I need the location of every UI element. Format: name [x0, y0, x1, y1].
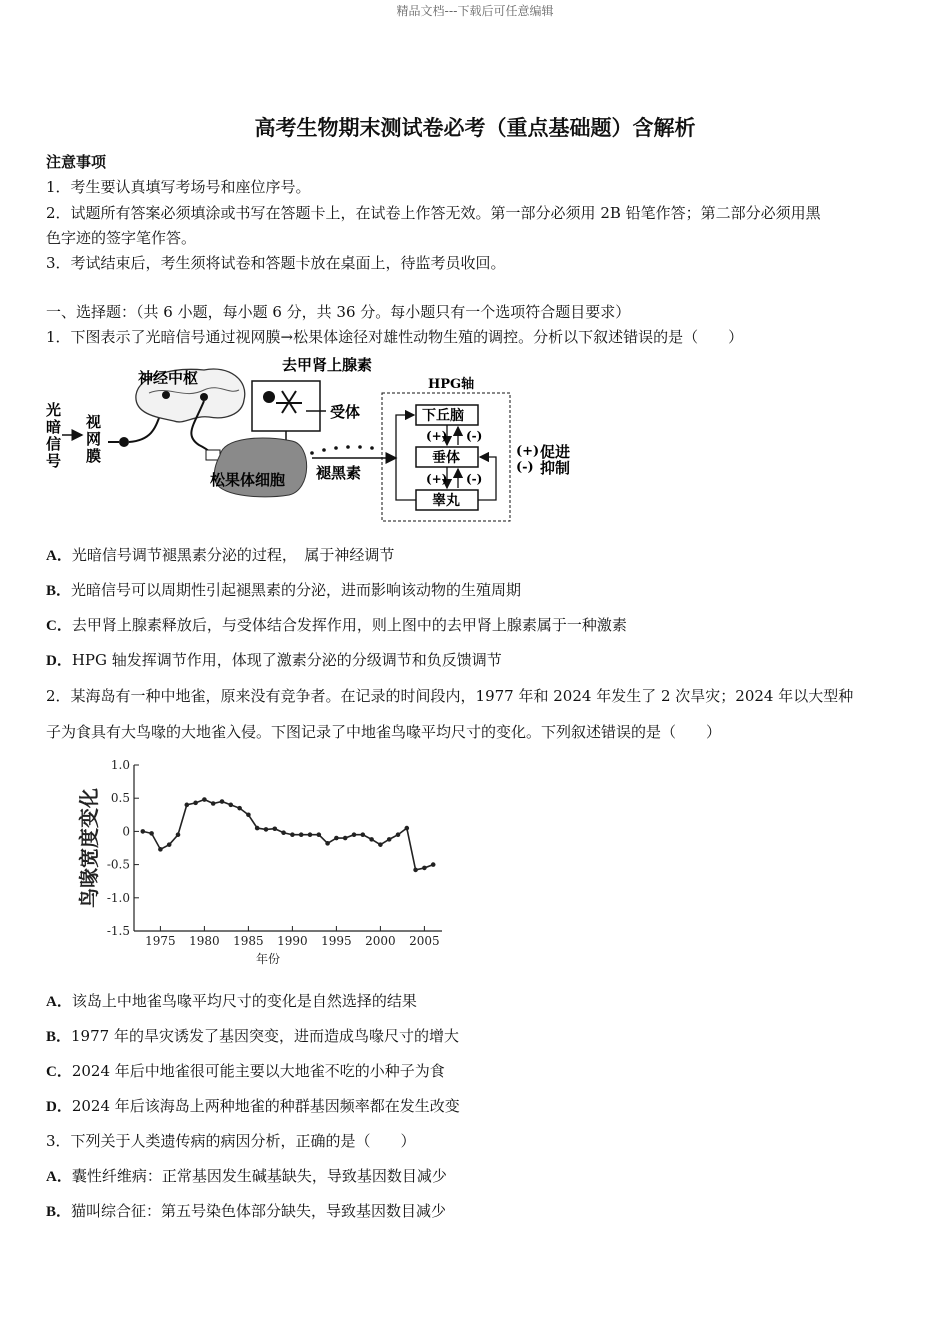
svg-text:(-): (-): [466, 429, 483, 443]
notice-item: 2．试题所有答案必须填涂或书写在答题卡上，在试卷上作答无效。第一部分必须用 2B 铅笔作答；第二部分必须用黑: [46, 204, 821, 222]
q1-option-c: C．去甲肾上腺素释放后，与受体结合发挥作用，则上图中的去甲肾上腺素属于一种激素: [46, 616, 627, 634]
x-tick-label: 1980: [189, 934, 220, 948]
beak-width-chart: [70, 755, 450, 970]
data-point: [273, 826, 278, 831]
data-point: [334, 836, 339, 841]
q1-option-d: D．HPG 轴发挥调节作用，体现了激素分泌的分级调节和负反馈调节: [46, 651, 502, 669]
data-point: [343, 836, 348, 841]
y-tick-label: -1.5: [106, 924, 130, 938]
page-title: 高考生物期末测试卷必考（重点基础题）含解析: [254, 116, 696, 140]
data-point: [193, 801, 198, 806]
data-point: [352, 832, 357, 837]
light-signal-label: 光: [46, 401, 62, 419]
x-tick-label: 2005: [409, 934, 440, 948]
light-signal-label: 暗: [46, 418, 62, 436]
header-note: 精品文档---下载后可任意编辑: [396, 4, 554, 18]
svg-text:(+): (+): [516, 444, 540, 459]
data-point: [361, 832, 366, 837]
data-point: [246, 813, 251, 818]
notice-item: 3．考试结束后，考生须将试卷和答题卡放在桌面上，待监考员收回。: [46, 254, 506, 272]
data-point: [378, 842, 383, 847]
q3-option-b: B．猫叫综合征：第五号染色体部分缺失，导致基因数目减少: [46, 1202, 447, 1220]
x-tick-label: 2000: [365, 934, 396, 948]
svg-text:(-): (-): [516, 460, 534, 475]
data-point: [141, 829, 146, 834]
data-point: [290, 832, 295, 837]
retina-cell-icon: [119, 437, 129, 447]
x-tick-label: 1975: [145, 934, 176, 948]
data-point: [299, 832, 304, 837]
data-point: [396, 832, 401, 837]
data-point: [281, 830, 286, 835]
light-signal-label: 信: [46, 435, 62, 453]
data-point: [369, 837, 374, 842]
y-tick-label: 1.0: [110, 758, 130, 772]
legend-promote: 促进: [540, 443, 571, 461]
q1-option-a: A．光暗信号调节褪黑素分泌的过程， 属于神经调节: [46, 546, 395, 564]
y-tick-label: -0.5: [106, 857, 130, 872]
data-point: [405, 826, 410, 831]
y-axis-label: 鸟喙宽度变化: [77, 788, 101, 908]
notice-item: 1．考生要认真填写考场号和座位序号。: [46, 178, 311, 196]
hypothalamus-label: 下丘脑: [422, 408, 464, 424]
data-point: [158, 847, 163, 852]
svg-text:(-): (-): [466, 472, 483, 486]
svg-text:(+): (+): [426, 429, 448, 443]
nerve-center-label: 神经中枢: [138, 369, 199, 387]
retina-label: 网: [86, 430, 102, 448]
x-tick-label: 1995: [321, 934, 352, 948]
y-tick-label: 0: [122, 824, 130, 839]
data-point: [176, 832, 181, 837]
q3-option-a: A．囊性纤维病：正常基因发生碱基缺失，导致基因数目减少: [46, 1167, 447, 1185]
data-point: [220, 799, 225, 804]
notice-heading: 注意事项: [46, 153, 107, 171]
retina-label: 膜: [86, 447, 102, 465]
data-point: [229, 803, 234, 808]
melatonin-label: 褪黑素: [316, 464, 362, 482]
data-point: [422, 866, 427, 871]
svg-text:(+): (+): [426, 472, 448, 486]
data-point: [237, 806, 242, 811]
data-point: [308, 832, 313, 837]
data-point: [185, 803, 190, 808]
data-point: [431, 862, 436, 867]
y-tick-label: -1.0: [106, 890, 130, 905]
x-tick-label: 1985: [233, 934, 264, 948]
question-3-stem: 3．下列关于人类遗传病的病因分析，正确的是（ ）: [46, 1132, 416, 1150]
data-point: [202, 797, 207, 802]
data-point: [149, 831, 154, 836]
data-point: [413, 868, 418, 873]
notice-item: 色字迹的签字笔作答。: [46, 229, 197, 247]
question-2-stem: 子为食具有大鸟喙的大地雀入侵。下图记录了中地雀鸟喙平均尺寸的变化。下列叙述错误的是（ ）: [46, 723, 722, 741]
q2-option-c: C．2024 年后中地雀很可能主要以大地雀不吃的小种子为食: [46, 1062, 445, 1080]
data-point: [317, 832, 322, 837]
testis-label: 睾丸: [432, 493, 460, 509]
light-signal-label: 号: [46, 452, 62, 470]
y-tick-label: 0.5: [110, 791, 130, 806]
receptor-label: 受体: [330, 403, 361, 421]
data-point: [255, 826, 260, 831]
question-1-stem: 1．下图表示了光暗信号通过视网膜→松果体途径对雄性动物生殖的调控。分析以下叙述错误的是（ ）: [46, 328, 744, 346]
data-point: [167, 842, 172, 847]
pituitary-label: 垂体: [432, 450, 460, 466]
pineal-cell-label: 松果体细胞: [210, 471, 286, 489]
data-point: [387, 837, 392, 842]
norepinephrine-label: 去甲肾上腺素: [282, 356, 373, 374]
x-axis-label: 年份: [255, 952, 281, 966]
data-point: [211, 801, 216, 806]
q2-option-a: A．该岛上中地雀鸟喙平均尺寸的变化是自然选择的结果: [46, 992, 417, 1010]
section-heading: 一、选择题：（共 6 小题，每小题 6 分，共 36 分。每小题只有一个选项符合题目要求）: [46, 303, 631, 321]
retina-label: 视: [86, 413, 102, 431]
data-point: [264, 827, 269, 832]
data-point: [325, 841, 330, 846]
q2-option-b: B．1977 年的旱灾诱发了基因突变，进而造成鸟喙尺寸的增大: [46, 1027, 459, 1045]
hpg-regulation-diagram: [44, 355, 589, 530]
q2-option-d: D．2024 年后该海岛上两种地雀的种群基因频率都在发生改变: [46, 1097, 460, 1115]
q1-option-b: B．光暗信号可以周期性引起褪黑素的分泌，进而影响该动物的生殖周期: [46, 581, 522, 599]
series-line: [143, 800, 433, 870]
legend-inhibit: 抑制: [540, 459, 571, 477]
question-2-stem: 2．某海岛有一种中地雀，原来没有竞争者。在记录的时间段内，1977 年和 2024 年发生了 2 次旱灾；2024 年以大型种: [46, 687, 854, 705]
x-tick-label: 1990: [277, 934, 308, 948]
hpg-axis-label: HPG轴: [428, 377, 475, 392]
